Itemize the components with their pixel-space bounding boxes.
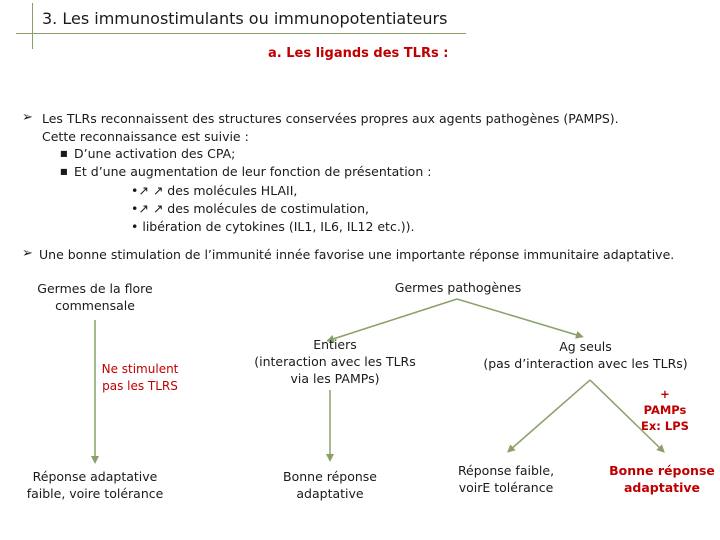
square-bullet-icon: ■ — [60, 167, 68, 176]
bullet-innate-immunity: Une bonne stimulation de l’immunité innée favorise une importante réponse immunitaire adaptative. — [39, 247, 675, 262]
node-no-stimulation: Ne stimulent pas les TLRS — [101, 362, 179, 393]
node-whole-pathogens: Entiers (interaction avec les TLRs via les PAMPs) — [254, 337, 416, 386]
node-plus-pamps: + PAMPs Ex: LPS — [641, 387, 689, 433]
node-response-good-whole: Bonne réponse adaptative — [283, 469, 377, 501]
dot-item-costimulation: •↗ ↗ des molécules de costimulation, — [131, 201, 369, 216]
arrow-ag-to-weak — [510, 380, 590, 450]
arrow-pathogens-to-ag — [457, 299, 580, 336]
section-subtitle: a. Les ligands des TLRs : — [268, 46, 449, 61]
arrow-bullet-icon: ➢ — [22, 246, 33, 261]
page-title: 3. Les immunostimulants ou immunopotentiateurs — [42, 9, 448, 28]
subbullet-presentation: Et d’une augmentation de leur fonction de présentation : — [74, 164, 432, 179]
node-response-weak-ag: Réponse faible, voirE tolérance — [457, 463, 555, 495]
arrow-pathogens-to-whole — [330, 299, 457, 340]
node-antigens-only: Ag seuls (pas d’interaction avec les TLRs) — [483, 339, 688, 371]
node-commensal-germs: Germes de la flore commensale — [37, 281, 153, 313]
dot-item-cytokines: • libération de cytokines (IL1, IL6, IL12 etc.)). — [131, 219, 415, 234]
arrow-bullet-icon: ➢ — [22, 110, 33, 125]
subbullet-cpa-activation: D’une activation des CPA; — [74, 146, 236, 161]
bullet-tlr-continuation: Cette reconnaissance est suivie : — [42, 129, 249, 144]
node-pathogenic-germs: Germes pathogènes — [394, 280, 522, 295]
node-response-good-pamps: Bonne réponse adaptative — [609, 463, 715, 495]
node-response-weak-tolerance: Réponse adaptative faible, voire tolérance — [26, 469, 164, 501]
bullet-tlr-recognition: Les TLRs reconnaissent des structures conservées propres aux agents pathogènes (PAMPS). — [42, 111, 619, 126]
dot-item-hla: •↗ ↗ des molécules HLAII, — [131, 183, 298, 198]
square-bullet-icon: ■ — [60, 149, 68, 158]
